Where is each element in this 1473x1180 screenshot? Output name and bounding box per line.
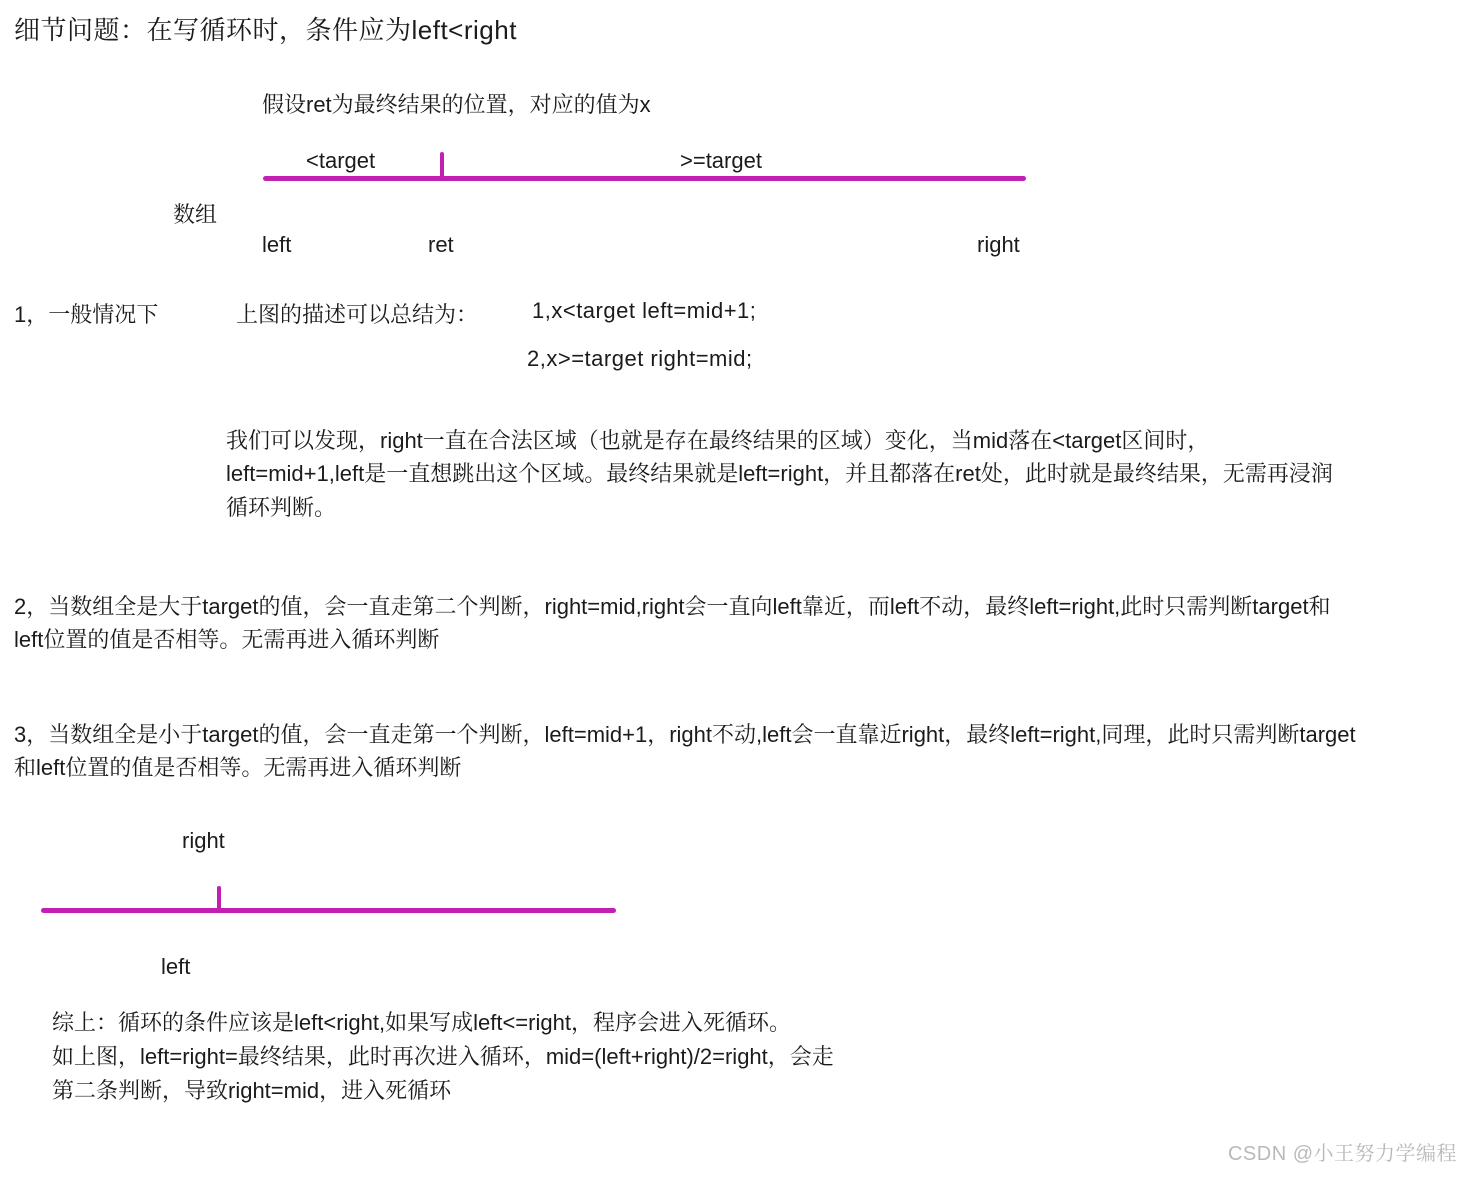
diagram-two-position-tick [217,886,221,912]
diagram-two-label-right: right [182,828,225,853]
section-one-rule-2: 2,x>=target right=mid; [527,346,753,371]
diagram-one-axis-line [263,176,1026,181]
diagram-one-ret-tick [440,152,444,180]
section-three-paragraph: 3，当数组全是小于target的值，会一直走第一个判断，left=mid+1，right不动,left会一直靠近right，最终left=right,同理，此时只需判断target和left位置的值是否相等。无需再进入循环判断 [14,722,1356,781]
conclusion-line-2: 如上图，left=right=最终结果，此时再次进入循环，mid=(left+right)/2=right，会走 [52,1044,834,1070]
diagram-one-label-ret: ret [428,232,454,257]
section-one-rule-1: 1,x<target left=mid+1; [532,298,757,323]
diagram-two-axis-line [41,908,616,913]
conclusion-line-3: 第二条判断，导致right=mid，进入死循环 [52,1078,452,1104]
section-one-summary-prefix: 上图的描述可以总结为： [236,302,479,327]
diagram-one-label-array: 数组 [173,202,218,227]
conclusion-line-1: 综上：循环的条件应该是left<right,如果写成left<=right，程序会进入死循环。 [52,1010,791,1035]
conclusion-block [52,1006,1152,1108]
diagram-one-label-lt-target: <target [306,148,376,173]
assumption-text: 假设ret为最终结果的位置，对应的值为x [262,92,651,117]
section-one-lead: 1，一般情况下 [14,302,159,327]
watermark: CSDN @小王努力学编程 [1227,1143,1457,1165]
page-title: 细节问题：在写循环时，条件应为left<right [14,15,517,45]
diagram-one-label-left: left [262,232,292,257]
section-one-paragraph: 我们可以发现，right一直在合法区域（也就是存在最终结果的区域）变化，当mid落在<target区间时，left=mid+1,left是一直想跳出这个区域。最终结果就是left=right，并且都落在ret处，此时就是最终结果，无需再浸润循环判断。 [226,428,1333,520]
section-two-paragraph: 2，当数组全是大于target的值，会一直走第二个判断，right=mid,right会一直向left靠近，而left不动，最终left=right,此时只需判断target和left位置的值是否相等。无需再进入循环判断 [14,594,1331,653]
diagram-one-label-ge-target: >=target [680,148,762,173]
diagram-one-label-right: right [977,232,1020,257]
diagram-two-label-left: left [161,954,191,979]
